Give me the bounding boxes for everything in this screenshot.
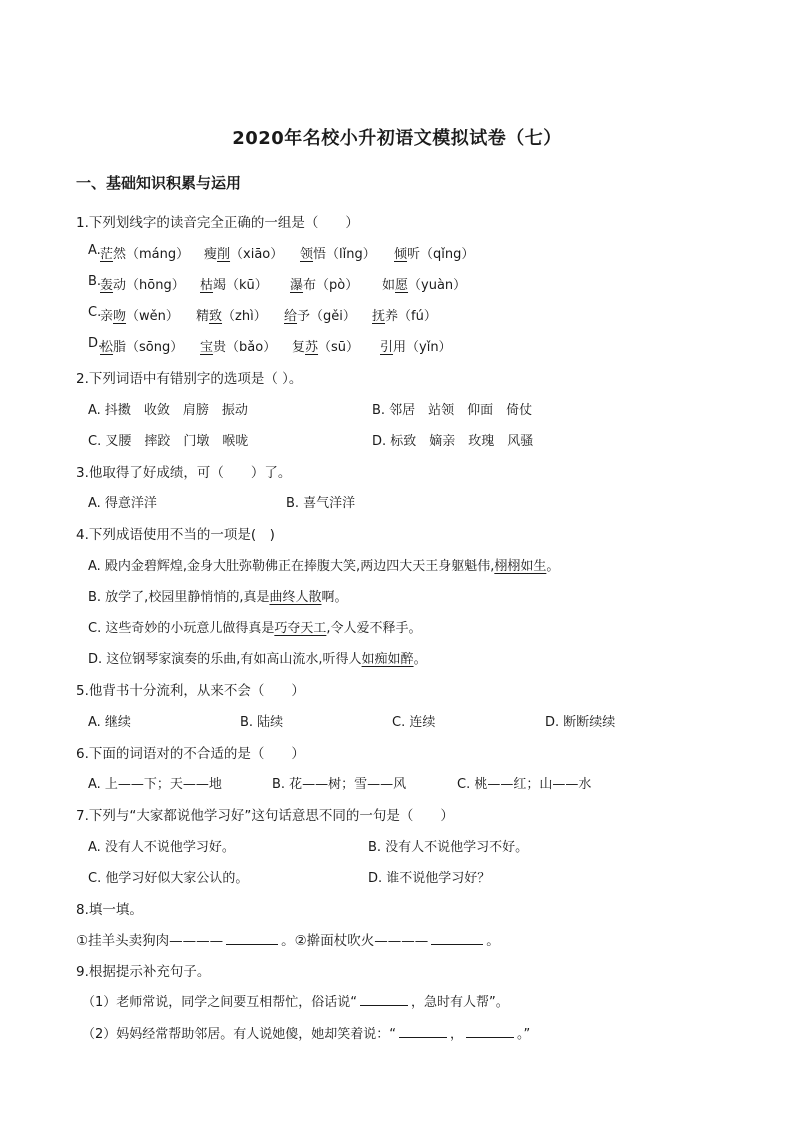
answer-blank[interactable] — [360, 992, 408, 1006]
question-2-stem: 2.下列词语中有错别字的选项是（ ）。 — [76, 371, 303, 387]
question-3-option-a: A. 得意洋洋 — [88, 496, 157, 511]
question-7-option-d: D. 谁不说他学习好？ — [368, 871, 491, 886]
question-1-option-b: B. 轰动（hōng） 枯竭（kū） 瀑布（pò） 如愿（yuàn） — [88, 274, 467, 293]
answer-blank[interactable] — [226, 931, 278, 945]
question-4-option-d: D. 这位钢琴家演奏的乐曲,有如高山流水,听得人如痴如醉。 — [88, 652, 427, 667]
answer-blank[interactable] — [431, 931, 483, 945]
page-title: 2020年名校小升初语文模拟试卷（七） — [232, 128, 562, 149]
question-6-option-b: B. 花——树；雪——风 — [272, 777, 407, 792]
question-5-option-b: B. 陆续 — [240, 715, 284, 730]
question-7-option-c: C. 他学习好似大家公认的。 — [88, 871, 249, 886]
question-9-sentence-1: （1）老师常说，同学之间要互相帮忙，俗话说“ ，急时有人帮”。 — [82, 991, 509, 1010]
question-3-option-b: B. 喜气洋洋 — [286, 496, 356, 511]
question-9-stem: 9.根据提示补充句子。 — [76, 964, 211, 980]
question-5-option-c: C. 连续 — [392, 715, 436, 730]
question-4-stem: 4.下列成语使用不当的一项是( ) — [76, 527, 275, 543]
question-6-option-c: C. 桃——红；山——水 — [457, 777, 592, 792]
question-7-option-b: B. 没有人不说他学习不好。 — [368, 840, 529, 855]
question-2-option-b: B. 邻居 站领 仰面 倚仗 — [372, 403, 533, 418]
question-6-stem: 6.下面的词语对的不合适的是（ ） — [76, 746, 305, 762]
question-4-option-b: B. 放学了,校园里静悄悄的,真是曲终人散啊。 — [88, 590, 348, 605]
question-2-option-c: C. 叉腰 摔跤 门墩 喉咙 — [88, 434, 249, 449]
question-4-option-a: A. 殿内金碧辉煌,金身大肚弥勒佛正在捧腹大笑,两边四大天王身躯魁伟,栩栩如生。 — [88, 559, 560, 574]
question-1-option-c: C. 亲吻（wěn） 精致（zhì） 给予（gěi） 抚养（fú） — [88, 305, 437, 324]
question-5-stem: 5.他背书十分流利，从来不会（ ） — [76, 683, 305, 699]
question-1-option-a: A. 茫然（máng） 瘦削（xiāo） 领悟（lǐng） 倾听（qǐng） — [88, 243, 475, 262]
question-5-option-d: D. 断断续续 — [545, 715, 616, 730]
answer-blank[interactable] — [399, 1024, 447, 1038]
question-7-option-a: A. 没有人不说他学习好。 — [88, 840, 235, 855]
question-8-line: ①挂羊头卖狗肉———— 。②擀面杖吹火———— 。 — [76, 933, 500, 949]
question-7-stem: 7.下列与“大家都说他学习好”这句话意思不同的一句是（ ） — [76, 808, 454, 824]
question-4-option-c: C. 这些奇妙的小玩意儿做得真是巧夺天工,令人爱不释手。 — [88, 621, 422, 636]
question-2-option-d: D. 标致 嫡亲 玫瑰 风骚 — [372, 434, 534, 449]
question-9-sentence-2: （2）妈妈经常帮助邻居。有人说她傻，她却笑着说：“ ， 。” — [82, 1023, 530, 1042]
question-8-stem: 8.填一填。 — [76, 902, 143, 918]
question-3-stem: 3.他取得了好成绩，可（ ）了。 — [76, 465, 292, 481]
question-6-option-a: A. 上——下；天——地 — [88, 777, 222, 792]
question-1-stem: 1.下列划线字的读音完全正确的一组是（ ） — [76, 215, 359, 231]
question-1-option-d: D. 松脂（sōng） 宝贵（bǎo） 复苏（sū） 引用（yǐn） — [88, 336, 452, 355]
answer-blank[interactable] — [466, 1024, 514, 1038]
question-5-option-a: A. 继续 — [88, 715, 131, 730]
section-heading: 一、基础知识积累与运用 — [76, 174, 242, 192]
question-2-option-a: A. 抖擞 收敛 肩膀 振动 — [88, 403, 248, 418]
